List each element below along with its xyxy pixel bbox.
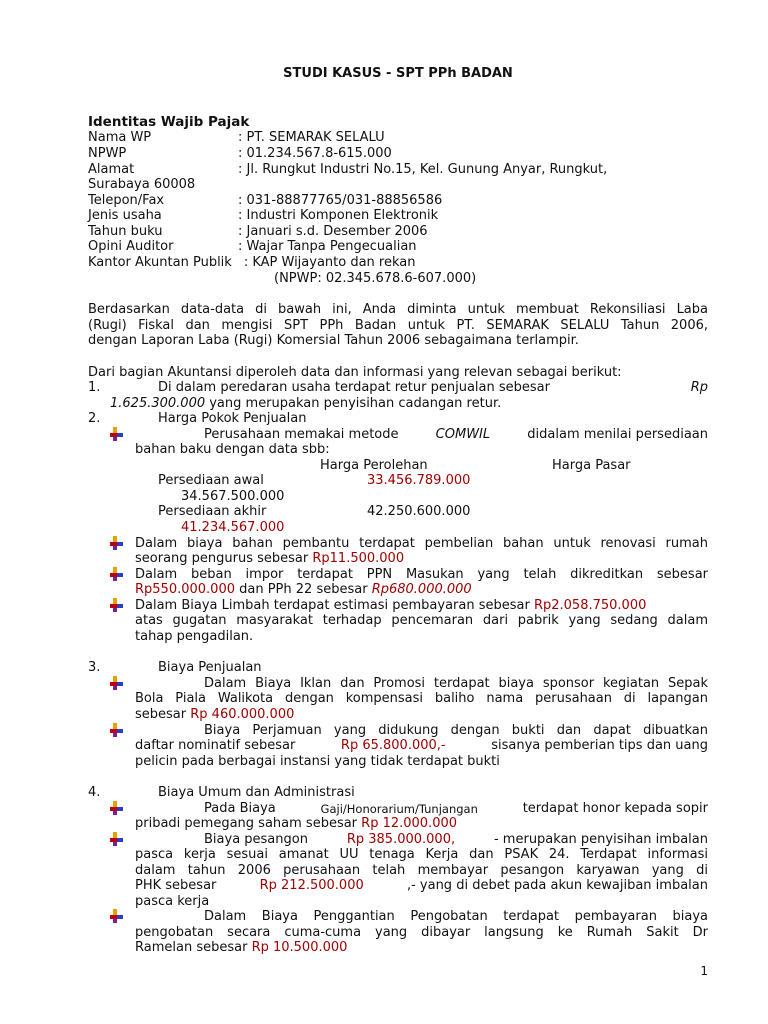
identitas-row: Alamat : Jl. Rungkut Industri No.15, Kel. Gunung Anyar, Rungkut, (88, 162, 608, 177)
item1-line2: 1.625.300.000 yang merupakan penyisihan cadangan retur. (110, 396, 502, 411)
bullet-icon (110, 723, 124, 737)
lead-text: Dari bagian Akuntansi diperoleh data dan informasi yang relevan sebagai berikut: (88, 365, 622, 380)
item2-b1-line2: bahan baku dengan data sbb: (135, 442, 330, 457)
identitas-row: Kantor Akuntan Publik : KAP Wijayanto dan rekan (88, 255, 416, 270)
item3-b2-line2: daftar nominatif sebesar Rp 65.800.000,- sisanya pemberian tips dan uang (135, 738, 708, 753)
bullet-icon (110, 427, 124, 441)
identitas-row: NPWP : 01.234.567.8-615.000 (88, 146, 392, 161)
item-number: 3. (88, 660, 101, 675)
item3-heading: Biaya Penjualan (158, 660, 262, 675)
column-header: Harga Pasar (552, 458, 631, 473)
item2-b4-line1: Dalam Biaya Limbah terdapat estimasi pembayaran sebesar Rp2.058.750.000 (135, 598, 647, 613)
item2-b4-line2: atas gugatan masyarakat terhadap pencemaran dari pabrik yang sedang dalam (135, 613, 708, 628)
item2-b3-line2: Rp550.000.000 dan PPh 22 sebesar Rp680.000.000 (135, 582, 472, 597)
item3-b1-line3: sebesar Rp 460.000.000 (135, 707, 295, 722)
item4-b2-line2: pasca kerja sesuai amanat UU tenaga Kerja dan PSAK 24. Terdapat informasi (135, 847, 708, 862)
item4-b1-line1: Pada Biaya Gaji/Honorarium/Tunjangan terdapat honor kepada sopir (204, 801, 708, 816)
identitas-row: Telepon/Fax : 031-88877765/031-88856586 (88, 193, 443, 208)
item3-b1-line1: Dalam Biaya Iklan dan Promosi terdapat biaya sponsor kegiatan Sepak (204, 676, 708, 691)
page-title: STUDI KASUS - SPT PPh BADAN (283, 66, 513, 81)
identitas-heading: Identitas Wajib Pajak (88, 114, 250, 130)
bullet-icon (110, 567, 124, 581)
bullet-icon (110, 801, 124, 815)
item4-b1-line2: pribadi pemegang saham sebesar Rp 12.000.000 (135, 816, 458, 831)
value-cell: 42.250.600.000 (367, 504, 471, 519)
item-number: 2. (88, 411, 101, 426)
intro-line: Berdasarkan data-data di bawah ini, Anda diminta untuk membuat Rekonsiliasi Laba (88, 302, 708, 317)
intro-line: dengan Laporan Laba (Rugi) Komersial Tahun 2006 sebagaimana terlampir. (88, 333, 579, 348)
item2-heading: Harga Pokok Penjualan (158, 411, 307, 426)
bullet-icon (110, 598, 124, 612)
item4-heading: Biaya Umum dan Administrasi (158, 785, 355, 800)
item4-b2-line4: PHK sebesar Rp 212.500.000 ,- yang di debet pada akun kewajiban imbalan (135, 878, 708, 893)
intro-line: (Rugi) Fiskal dan mengisi SPT PPh Badan untuk PT. SEMARAK SELALU Tahun 2006, (88, 318, 708, 333)
item4-b3-line3: Ramelan sebesar Rp 10.500.000 (135, 940, 348, 955)
item2-b2-line1: Dalam biaya bahan pembantu terdapat pembelian bahan untuk renovasi rumah (135, 536, 708, 551)
item4-b2-line1: Biaya pesangon Rp 385.000.000, - merupakan penyisihan imbalan (204, 832, 708, 847)
identitas-row: Tahun buku : Januari s.d. Desember 2006 (88, 224, 428, 239)
item4-b2-line3: dalam tahun 2006 perusahaan telah membayar pesangon karyawan yang di (135, 863, 708, 878)
item3-b2-line3: pelicin pada berbagai instansi yang tidak terdapat bukti (135, 754, 500, 769)
row-label: Persediaan awal (158, 473, 264, 488)
identitas-row-cont: Surabaya 60008 (88, 177, 196, 192)
item1-line1: Di dalam peredaran usaha terdapat retur penjualan sebesar Rp (158, 380, 708, 395)
item2-b2-line2: seorang pengurus sebesar Rp11.500.000 (135, 551, 405, 566)
item4-b3-line1: Dalam Biaya Penggantian Pengobatan terdapat pembayaran biaya (204, 909, 708, 924)
item4-b2-line5: pasca kerja (135, 894, 210, 909)
value-cell: 41.234.567.000 (181, 520, 285, 535)
item4-b3-line2: pengobatan secara cuma-cuma yang dibayar langsung ke Rumah Sakit Dr (135, 925, 708, 940)
value-cell: 34.567.500.000 (181, 489, 285, 504)
row-label: Persediaan akhir (158, 504, 267, 519)
identitas-row: Nama WP : PT. SEMARAK SELALU (88, 130, 385, 145)
identitas-row: Opini Auditor : Wajar Tanpa Pengecualian (88, 239, 417, 254)
bullet-icon (110, 676, 124, 690)
item3-b2-line1: Biaya Perjamuan yang didukung dengan bukti dan dapat dibuatkan (204, 723, 708, 738)
item3-b1-line2: Bola Piala Walikota dengan kompensasi baliho nama perusahaan di lapangan (135, 691, 708, 706)
bullet-icon (110, 536, 124, 550)
item2-b3-line1: Dalam beban impor terdapat PPN Masukan yang telah dikreditkan sebesar (135, 567, 708, 582)
item2-b1-line1: Perusahaan memakai metode COMWIL didalam menilai persediaan (204, 427, 708, 442)
column-header: Harga Perolehan (320, 458, 428, 473)
identitas-row: Jenis usaha : Industri Komponen Elektronik (88, 208, 439, 223)
item-number: 4. (88, 785, 101, 800)
item-number: 1. (88, 380, 101, 395)
item2-b4-line3: tahap pengadilan. (135, 629, 254, 644)
identitas-row-cont: (NPWP: 02.345.678.6-607.000) (274, 271, 477, 286)
page-number: 1 (700, 964, 708, 978)
bullet-icon (110, 909, 124, 923)
value-cell: 33.456.789.000 (367, 473, 471, 488)
bullet-icon (110, 832, 124, 846)
